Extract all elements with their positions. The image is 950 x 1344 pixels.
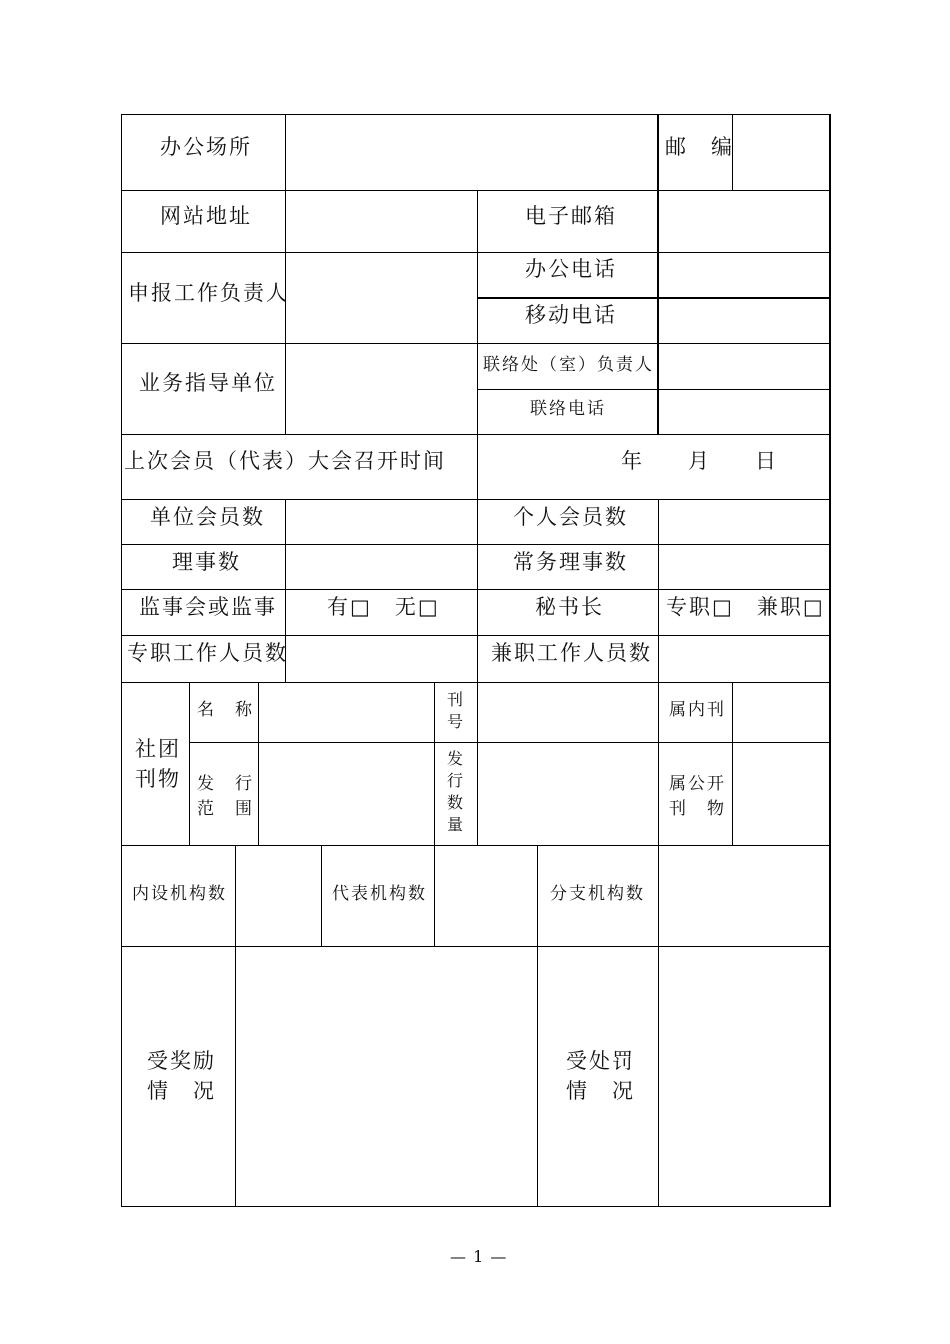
rep-offices-field[interactable]	[435, 846, 537, 946]
publication-label: 社团 刊物	[135, 737, 181, 792]
postcode-field[interactable]	[733, 115, 829, 190]
pub-issue-field[interactable]	[478, 683, 658, 742]
internal-depts-field[interactable]	[236, 846, 321, 946]
rule	[537, 845, 538, 1207]
supervisors-yes-no[interactable]: 有□ 无□	[327, 595, 440, 619]
secretary-fulltime-parttime[interactable]: 专职□ 兼职□	[666, 595, 825, 619]
fulltime-staff-label: 专职工作人员数	[127, 641, 288, 665]
mobile-phone-label: 移动电话	[525, 303, 617, 327]
liaison-phone-field[interactable]	[659, 390, 829, 434]
individual-members-label: 个人会员数	[513, 505, 628, 529]
date-month: 月	[688, 449, 711, 473]
awards-label: 受奖励 情 况	[147, 1049, 216, 1104]
pub-issue-label: 刊 号	[447, 690, 465, 732]
awards-field[interactable]	[236, 947, 537, 1206]
rep-offices-label: 代表机构数	[332, 884, 427, 904]
office-location-field[interactable]	[286, 115, 657, 190]
liaison-head-field[interactable]	[659, 344, 829, 389]
rule	[121, 682, 831, 683]
website-field[interactable]	[286, 191, 477, 252]
individual-members-field[interactable]	[659, 500, 829, 544]
declaration-head-label: 申报工作负责人	[128, 281, 289, 305]
standing-directors-field[interactable]	[659, 545, 829, 589]
pub-internal-field[interactable]	[733, 683, 829, 742]
parttime-staff-field[interactable]	[659, 636, 829, 682]
supervising-unit-label: 业务指导单位	[139, 371, 277, 395]
directors-label: 理事数	[172, 550, 241, 574]
fulltime-staff-field[interactable]	[286, 636, 477, 682]
pub-scope-field[interactable]	[259, 743, 434, 845]
pub-circulation-field[interactable]	[478, 743, 658, 845]
liaison-head-label: 联络处（室）负责人	[483, 355, 654, 375]
date-day: 日	[755, 449, 778, 473]
rule	[121, 1206, 831, 1207]
pub-public-label: 属公开 刊 物	[669, 774, 726, 819]
pub-internal-label: 属内刊	[669, 700, 726, 720]
standing-directors-label: 常务理事数	[513, 550, 628, 574]
rule	[121, 114, 122, 1207]
supervisors-label: 监事会或监事	[139, 595, 277, 619]
office-phone-field[interactable]	[659, 253, 829, 297]
email-field[interactable]	[659, 191, 829, 252]
rule	[434, 682, 435, 845]
last-congress-label: 上次会员（代表）大会召开时间	[124, 449, 446, 473]
rule	[321, 845, 322, 946]
unit-members-label: 单位会员数	[150, 505, 265, 529]
congress-date-field[interactable]	[478, 435, 829, 499]
parttime-staff-label: 兼职工作人员数	[491, 641, 652, 665]
declaration-head-field[interactable]	[286, 253, 477, 343]
directors-field[interactable]	[286, 545, 477, 589]
penalties-field[interactable]	[659, 947, 829, 1206]
pub-name-label: 名 称	[197, 700, 254, 720]
pub-public-field[interactable]	[733, 743, 829, 845]
office-phone-label: 办公电话	[525, 257, 617, 281]
supervising-unit-field[interactable]	[286, 344, 477, 434]
office-location-label: 办公场所	[160, 135, 252, 159]
branches-label: 分支机构数	[550, 884, 645, 904]
website-label: 网站地址	[160, 204, 252, 228]
unit-members-field[interactable]	[286, 500, 477, 544]
rule	[121, 589, 831, 590]
pub-name-field[interactable]	[259, 683, 434, 742]
secretary-general-label: 秘书长	[535, 595, 604, 619]
pub-circulation-label: 发 行 数 量	[447, 749, 465, 835]
internal-depts-label: 内设机构数	[132, 884, 227, 904]
pub-scope-label: 发 行 范 围	[197, 774, 254, 819]
page-number: — 1 —	[450, 1247, 508, 1266]
rule	[829, 114, 831, 1207]
mobile-phone-field[interactable]	[659, 299, 829, 343]
rule	[189, 682, 190, 845]
email-label: 电子邮箱	[525, 204, 617, 228]
postcode-label: 邮 编	[665, 135, 734, 159]
date-year: 年	[621, 449, 644, 473]
penalties-label: 受处罚 情 况	[566, 1049, 635, 1104]
liaison-phone-label: 联络电话	[530, 399, 606, 419]
branches-field[interactable]	[659, 846, 829, 946]
